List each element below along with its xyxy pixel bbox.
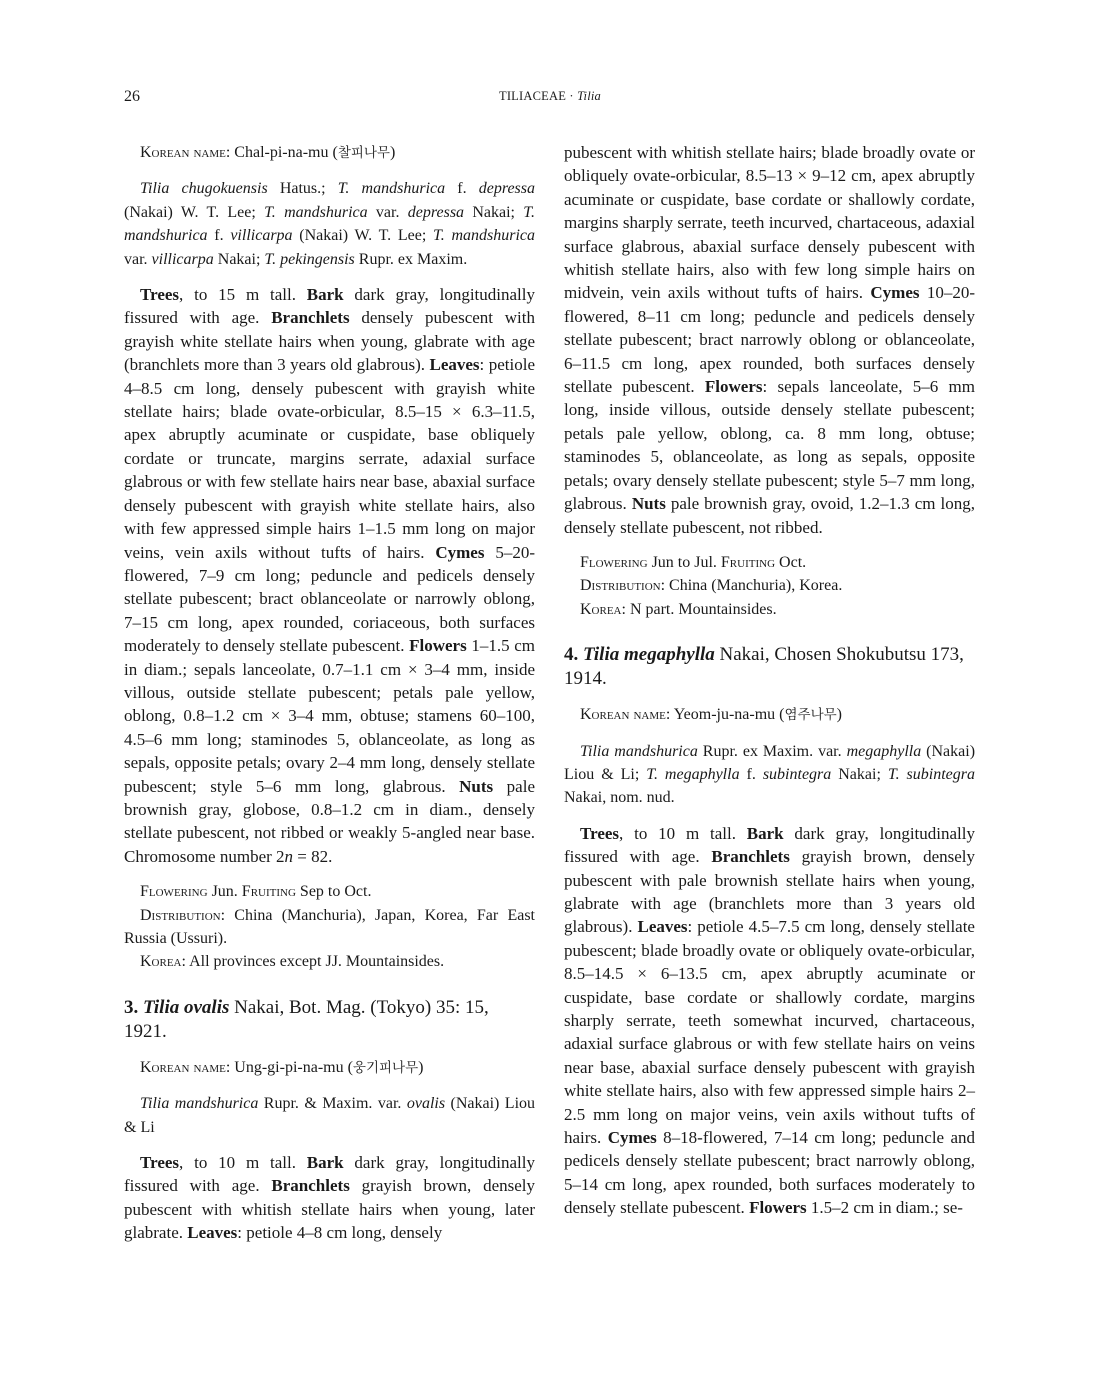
syn-text: f.: [445, 180, 479, 198]
desc-text: 1.5–2 cm in diam.; se-: [806, 1198, 963, 1218]
desc-term: Trees: [140, 285, 180, 305]
distribution: [124, 904, 535, 951]
korean-name-value: : Yeom-ju-na-mu (: [665, 706, 785, 724]
running-head-genus: Tilia: [577, 89, 601, 103]
syn-text: var.: [367, 203, 408, 221]
syn-text: f.: [739, 765, 763, 783]
phenology: [564, 551, 975, 574]
species-number: 3.: [124, 996, 143, 1018]
syn-name: T. subintegra: [887, 765, 975, 783]
korean-name-hangul: 웅기피나무: [352, 1059, 419, 1076]
syn-text: f.: [207, 227, 231, 245]
flowering-label: Flowering: [140, 883, 208, 901]
desc-text: dark gray, longitudinally fissured with age.: [564, 823, 975, 867]
page-number: 26: [124, 88, 140, 105]
syn-name: T. mandshurica: [433, 227, 536, 245]
syn-name: T. megaphylla: [646, 765, 740, 783]
syn-text: Rupr. ex Maxim.: [354, 250, 468, 268]
desc-text: dark gray, longitudinally fissured with age.: [124, 1153, 535, 1196]
desc-text: : petiole 4–8.5 cm long, densely pubescent with grayish white stellate hairs; blade ovate-orbicular, 8.5–15 × 6.3–11.5, apex abruptly acuminate or cuspidate, base obliquely cordate or truncate, margins serrate, adaxial surface glabrous or with few stellate hairs near base, abaxial surface densely pubescent with grayish white stellate hairs, also with few appressed simple hairs 1–1.5 mm long on major veins, vein axils without tufts of hairs.: [124, 355, 535, 562]
desc-text: pale brownish gray, ovoid, 1.2–1.3 cm long, densely stellate pubescent, not ribbed.: [564, 494, 975, 537]
description: [124, 1151, 535, 1245]
desc-text: : petiole 4–8 cm long, densely: [237, 1223, 443, 1243]
desc-term: Bark: [306, 1153, 344, 1173]
desc-term: Branchlets: [271, 308, 350, 328]
korea-label: Korea: [580, 600, 622, 618]
synonymy: [124, 177, 535, 271]
korean-name-line: Korean name: Chal-pi-na-mu (찰피나무): [140, 144, 396, 161]
desc-text: = 82.: [293, 846, 333, 866]
desc-text: pubescent with whitish stellate hairs; blade broadly ovate or obliquely ovate-orbicular, 8.5–13 × 9–12 cm, apex abruptly acuminate or cuspidate, base cordate or shallowly cordate, margins sharply serrate, teeth incurved, chartaceous, adaxial surface glabrous, abaxial surface densely pubescent with whitish stellate hairs, also with few long simple hairs on midvein, vein axils without tufts of hairs.: [564, 143, 975, 303]
korean-name-label: Korean name: [580, 706, 666, 724]
running-head-family: TILIACEAE: [498, 89, 567, 103]
syn-name: villicarpa: [151, 250, 214, 268]
distribution-label: Distribution: [580, 577, 661, 595]
synonymy: [124, 1092, 535, 1139]
syn-text: (Nakai) Liou & Li: [124, 1095, 536, 1136]
flowering-label: Flowering: [580, 553, 648, 571]
species-citation: Nakai, Bot. Mag. (Tokyo) 35: 15, 1921.: [124, 996, 489, 1042]
syn-name: depressa: [407, 203, 465, 221]
syn-text: Hatus.;: [267, 180, 338, 198]
syn-name: T. mandshurica: [264, 203, 368, 221]
desc-text: , to 10 m tall.: [619, 823, 747, 843]
syn-text: Nakai;: [831, 765, 888, 783]
desc-term: Branchlets: [711, 847, 790, 867]
species-heading: [124, 996, 535, 1044]
description-continued: [564, 141, 975, 539]
syn-name: T. mandshurica: [124, 203, 536, 245]
korea-distribution: [564, 598, 975, 621]
syn-text: Nakai, nom. nud.: [564, 789, 675, 807]
right-column: [564, 141, 975, 1220]
korea-value: : N part. Mountainsides.: [621, 600, 777, 618]
left-column: [124, 141, 535, 1245]
desc-text: : petiole 4.5–7.5 cm long, densely stellate pubescent; blade broadly ovate or obliquely ovate-orbicular, 8.5–14.5 × 6–13.5 cm, apex abruptly acuminate or cuspidate, base cordate or shallowly cordate, margins sharply serrate, teeth somewhat incurved, chartaceous, adaxial surface glabrous or with few stellate hairs on veins near base, abaxial surface densely pubescent with grayish white stellate hairs, also with few appressed simple hairs 2–2.5 mm long on major veins, vein axils without tufts of hairs.: [564, 917, 975, 1148]
desc-text: , to 10 m tall.: [179, 1153, 307, 1173]
description: [564, 822, 975, 1220]
desc-term: Leaves: [429, 355, 480, 375]
distribution-label: Distribution: [140, 906, 221, 924]
korean-name-label: Korean name: [140, 144, 226, 161]
fruiting-value: Oct.: [775, 553, 807, 571]
description: [124, 283, 535, 868]
desc-term: Trees: [580, 823, 620, 843]
distribution-value: : China (Manchuria), Korea.: [660, 577, 843, 595]
syn-text: Nakai;: [213, 250, 265, 268]
syn-name: Tilia chugokuensis: [140, 180, 268, 198]
syn-name: depressa: [478, 180, 536, 198]
flowering-value: Jun.: [207, 883, 242, 901]
distribution-value: : China (Manchuria), Japan, Korea, Far East Russia (Ussuri).: [124, 906, 535, 947]
desc-text: pale brownish gray, globose, 0.8–1.2 cm in diam., densely stellate pubescent, not ribbed or weakly 5-angled near base. Chromosome number 2: [124, 776, 535, 866]
desc-term: Flowers: [749, 1198, 807, 1218]
syn-text: Rupr. & Maxim. var.: [258, 1095, 407, 1113]
running-head: [0, 89, 1100, 104]
species-citation: Nakai, Chosen Shokubutsu 173, 1914.: [564, 644, 964, 690]
korean-name-value: : Ung-gi-pi-na-mu (: [225, 1058, 353, 1076]
desc-text: grayish brown, densely pubescent with pale brownish stellate hairs when young, glabrate with age (branchlets more than 3 years old glabrous).: [564, 847, 975, 937]
desc-term: Cymes: [435, 542, 485, 562]
desc-term: Bark: [746, 823, 784, 843]
flowering-value: Jun to Jul.: [647, 553, 721, 571]
syn-name: subintegra: [762, 765, 832, 783]
desc-term: Cymes: [607, 1128, 657, 1148]
korea-value: : All provinces except JJ. Mountainsides.: [181, 953, 445, 971]
fruiting-label: Fruiting: [241, 883, 296, 901]
syn-text: (Nakai) W. T. Lee;: [292, 227, 434, 245]
desc-term: Trees: [140, 1153, 180, 1173]
korean-name-value: : Chal-pi-na-mu (: [225, 144, 338, 161]
desc-text: grayish brown, densely pubescent with whitish stellate hairs when young, later glabrate.: [124, 1176, 535, 1243]
desc-term: Bark: [306, 285, 344, 305]
desc-text: 5–20-flowered, 7–9 cm long; peduncle and pedicels densely stellate pubescent; bract oblanceolate or narrowly oblong, 7–15 cm long, apex rounded, coriaceous, both surfaces moderately to densely stellate pubescent.: [124, 542, 535, 656]
syn-name: Tilia mandshurica: [580, 742, 698, 760]
desc-term: Cymes: [870, 283, 920, 303]
fruiting-value: Sep to Oct.: [295, 883, 372, 901]
desc-term: Leaves: [187, 1223, 238, 1243]
syn-name: villicarpa: [230, 227, 293, 245]
desc-text: dark gray, longitudinally fissured with age.: [124, 285, 535, 328]
syn-text: Rupr. ex Maxim. var.: [697, 742, 847, 760]
species-name: Tilia ovalis: [143, 996, 230, 1018]
desc-term: Flowers: [409, 636, 467, 656]
syn-name: megaphylla: [846, 742, 922, 760]
desc-text: : sepals lanceolate, 5–6 mm long, inside villous, outside densely stellate pubescent; petals pale yellow, oblong, ca. 8 mm long, obtuse; staminodes 5, oblanceolate, as long as sepals, opposite petals; ovary densely stellate pubescent; style 5–7 mm long, glabrous.: [564, 377, 975, 514]
korea-distribution: [124, 950, 535, 973]
desc-text: 10–20-flowered, 8–11 cm long; peduncle and pedicels densely stellate pubescent; bract narrowly oblong or oblanceolate, 6–11.5 cm long, apex rounded, both surfaces densely stellate pubescent.: [564, 283, 975, 397]
syn-text: (Nakai) Liou & Li;: [564, 742, 976, 783]
species-number: 4.: [564, 644, 583, 666]
syn-name: T. pekingensis: [264, 250, 355, 268]
distribution: [564, 574, 975, 597]
syn-name: T. mandshurica: [337, 180, 446, 198]
desc-term: Nuts: [631, 494, 666, 514]
korean-name-hangul: 염주나무: [784, 707, 837, 724]
desc-italic: n: [284, 846, 294, 866]
syn-text: Nakai;: [464, 203, 524, 221]
syn-name: ovalis: [406, 1095, 446, 1113]
syn-text: (Nakai) W. T. Lee;: [124, 203, 265, 221]
synonymy: [564, 740, 975, 810]
fruiting-label: Fruiting: [720, 553, 776, 571]
korean-name-line: Korean name: Ung-gi-pi-na-mu (웅기피나무): [140, 1058, 424, 1076]
desc-text: 8–18-flowered, 7–14 cm long; peduncle and pedicels densely stellate pubescent; bract narrowly oblong, 5–14 cm long, apex rounded, both surfaces moderately to densely stellate pubescent.: [564, 1128, 976, 1218]
korean-name-line: Korean name: Yeom-ju-na-mu (염주나무): [580, 706, 842, 724]
syn-name: Tilia mandshurica: [140, 1095, 259, 1113]
syn-text: var.: [124, 250, 152, 268]
running-head-separator: ·: [566, 89, 578, 103]
desc-text: densely pubescent with grayish white stellate hairs when young, glabrate with age (branchlets more than 3 years old glabrous).: [124, 308, 535, 375]
desc-term: Leaves: [637, 917, 688, 937]
species-heading: [564, 643, 975, 691]
desc-text: , to 15 m tall.: [179, 285, 307, 305]
korean-name-label: Korean name: [140, 1058, 226, 1076]
desc-term: Nuts: [459, 776, 494, 796]
desc-term: Branchlets: [271, 1176, 350, 1196]
desc-term: Flowers: [704, 377, 763, 397]
korea-label: Korea: [140, 953, 182, 971]
phenology: [124, 880, 535, 903]
species-name: Tilia megaphylla: [583, 644, 715, 666]
korean-name-hangul: 찰피나무: [337, 145, 390, 161]
desc-text: 1–1.5 cm in diam.; sepals lanceolate, 0.7–1.1 cm × 3–4 mm, inside villous, outside stellate pubescent; petals pale yellow, oblong, 0.8–1.2 cm × 3–4 mm, obtuse; stamens 60–100, 4.5–6 mm long; staminodes 5, oblanceolate, as long as sepals, opposite petals; ovary 2–4 mm long, densely stellate pubescent; style 5–6 mm long, glabrous.: [124, 636, 535, 796]
